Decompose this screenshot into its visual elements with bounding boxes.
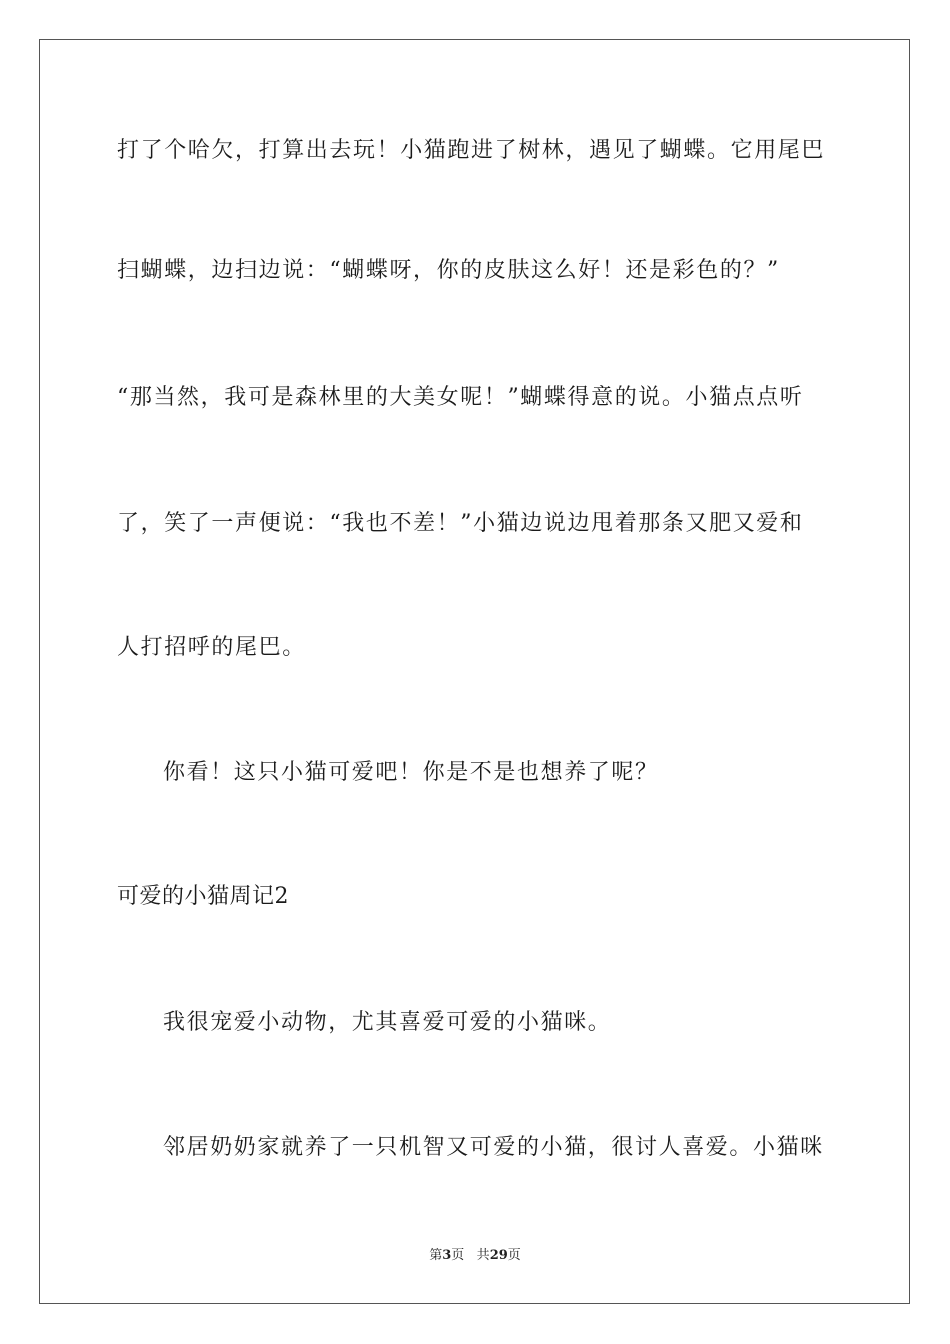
page-footer [0, 1247, 950, 1265]
page-prefix: 第 [429, 1248, 443, 1263]
page-suffix: 页 [451, 1248, 465, 1263]
text-line-4: 了，笑了一声便说：“我也不差！”小猫边说边甩着那条又肥又爱和 [117, 511, 804, 536]
total-prefix: 共 [476, 1248, 490, 1263]
paragraph-neighbor: 邻居奶奶家就养了一只机智又可爱的小猫，很讨人喜爱。小猫咪 [163, 1135, 824, 1160]
paragraph-intro: 我很宠爱小动物，尤其喜爱可爱的小猫咪。 [163, 1010, 612, 1035]
paragraph-question: 你看！这只小猫可爱吧！你是不是也想养了呢？ [163, 760, 659, 785]
section-heading: 可爱的小猫周记2 [117, 884, 289, 909]
page-number: 3 [442, 1248, 452, 1263]
page-border [39, 39, 910, 1304]
text-line-1: 打了个哈欠，打算出去玩！小猫跑进了树林，遇见了蝴蝶。它用尾巴 [117, 138, 826, 163]
text-line-3: “那当然，我可是森林里的大美女呢！”蝴蝶得意的说。小猫点点听 [117, 385, 804, 410]
total-suffix: 页 [507, 1248, 521, 1263]
text-line-5: 人打招呼的尾巴。 [117, 635, 306, 660]
total-pages: 29 [489, 1248, 508, 1263]
text-line-2: 扫蝴蝶，边扫边说：“蝴蝶呀，你的皮肤这么好！还是彩色的？” [117, 258, 780, 283]
